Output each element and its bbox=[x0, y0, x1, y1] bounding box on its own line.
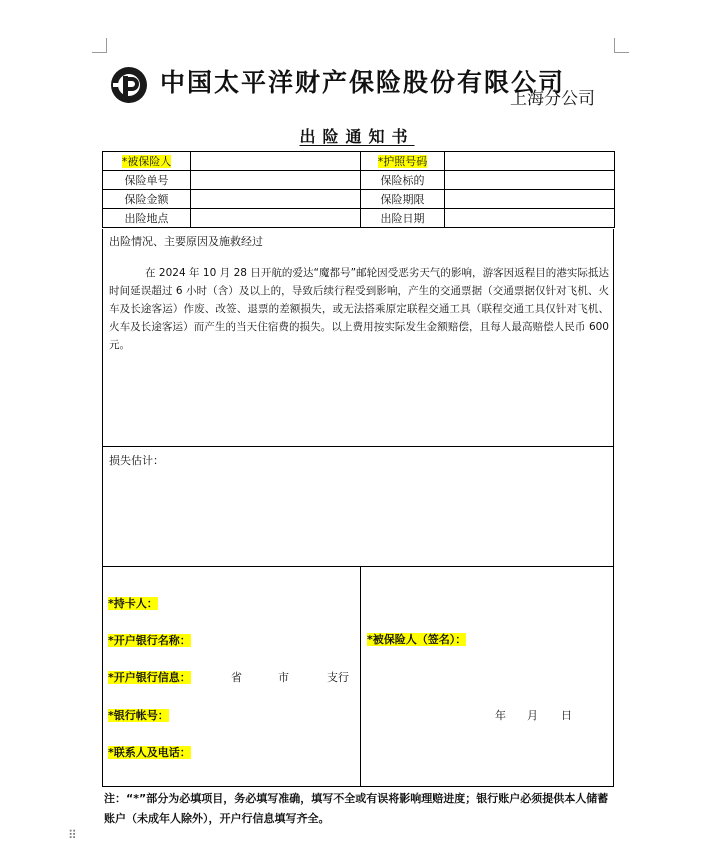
incident-location-label: 出险地点 bbox=[103, 209, 191, 228]
payee-signature-section bbox=[102, 567, 614, 787]
incident-section[interactable] bbox=[102, 229, 614, 447]
passport-field[interactable] bbox=[445, 152, 615, 171]
signature-day: 日 bbox=[561, 709, 572, 722]
sum-insured-label: 保险金额 bbox=[103, 190, 191, 209]
policy-number-label: 保险单号 bbox=[103, 171, 191, 190]
cpic-logo-icon bbox=[110, 66, 148, 104]
table-row bbox=[103, 209, 615, 228]
account-number-label[interactable]: *银行帐号： bbox=[108, 709, 169, 722]
drag-handle-icon[interactable]: ⠿ bbox=[68, 828, 77, 842]
loss-estimate-label: 损失估计： bbox=[109, 454, 164, 467]
table-row bbox=[103, 171, 615, 190]
insured-field[interactable] bbox=[191, 152, 361, 171]
bank-province: 省 bbox=[231, 671, 242, 684]
page-corner-mark-top-right bbox=[614, 38, 629, 53]
bank-branch: 支行 bbox=[327, 671, 349, 684]
policy-period-field[interactable] bbox=[445, 190, 615, 209]
incident-date-label: 出险日期 bbox=[361, 209, 445, 228]
incident-label: 出险情况、主要原因及施救经过 bbox=[109, 235, 263, 248]
sum-insured-field[interactable] bbox=[191, 190, 361, 209]
bank-city: 市 bbox=[278, 671, 289, 684]
branch-name: 上海分公司 bbox=[510, 89, 595, 109]
table-row bbox=[103, 152, 615, 171]
signature-label[interactable]: *被保险人（签名）： bbox=[367, 633, 467, 646]
incident-date-field[interactable] bbox=[445, 209, 615, 228]
section-divider bbox=[360, 567, 361, 786]
bank-name-label[interactable]: *开户银行名称： bbox=[108, 634, 191, 647]
table-row bbox=[103, 190, 615, 209]
bank-info-label[interactable]: *开户银行信息： bbox=[108, 671, 191, 684]
policy-period-label: 保险期限 bbox=[361, 190, 445, 209]
insured-subject-label: 保险标的 bbox=[361, 171, 445, 190]
document-title: 出险通知书 bbox=[299, 127, 415, 146]
incident-description: 在 2024 年 10 月 28 日开航的爱达“魔都号”邮轮因受恶劣天气的影响，游客因返程目的港实际抵达时间延误超过 6 小时（含）及以上的，导致后续行程受到影响，产生的交通票据（交通票据仅针对飞机、火车及长途客运）作废、改签、退票的差额损失，或无法搭乘原定联程交通工具（联程交通工具仅针对飞机、火车及长途客运）而产生的当天住宿费的损失。以上费用按实际发生金额赔偿，且每人最高赔偿人民币 600 元。 bbox=[109, 267, 609, 351]
contact-label[interactable]: *联系人及电话： bbox=[108, 746, 191, 759]
company-name: 中国太平洋财产保险股份有限公司 bbox=[160, 68, 566, 97]
loss-estimate-section[interactable] bbox=[102, 447, 614, 567]
insured-label: *被保险人 bbox=[103, 152, 191, 171]
insured-subject-field[interactable] bbox=[445, 171, 615, 190]
signature-year: 年 bbox=[495, 709, 506, 722]
signature-month: 月 bbox=[527, 709, 538, 722]
passport-label: *护照号码 bbox=[361, 152, 445, 171]
incident-location-field[interactable] bbox=[191, 209, 361, 228]
page-corner-mark-top-left bbox=[92, 38, 107, 53]
footnote: 注：“*”部分为必填项目，务必填写准确，填写不全或有误将影响理赔进度；银行账户必须提供本人储蓄账户（未成年人除外），开户行信息填写齐全。 bbox=[104, 792, 609, 825]
policy-number-field[interactable] bbox=[191, 171, 361, 190]
policy-info-table bbox=[102, 151, 615, 228]
card-holder-label[interactable]: *持卡人： bbox=[108, 597, 158, 610]
